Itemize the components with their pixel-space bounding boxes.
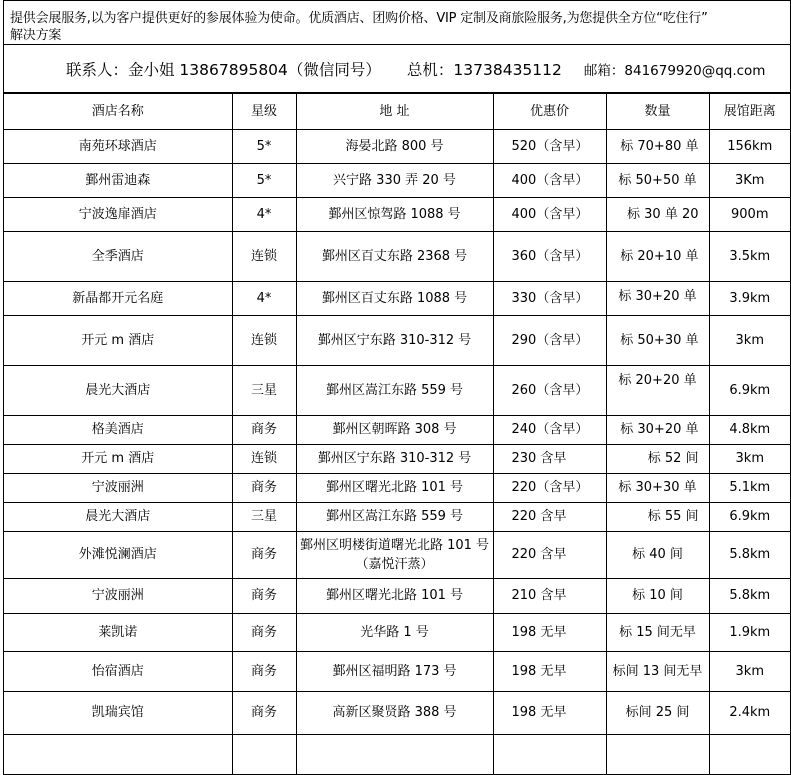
distance-cell: 156km — [709, 130, 790, 164]
address-cell: 鄞州区朝晖路 308 号 — [296, 416, 493, 445]
address-cell: 鄞州区曙光北路 101 号 — [296, 474, 493, 503]
distance-cell: 5.8km — [709, 532, 790, 579]
distance-cell: 5.8km — [709, 579, 790, 614]
table-row — [4, 232, 790, 282]
hotel-name-cell: 怡宿酒店 — [4, 652, 232, 692]
quantity-cell — [606, 735, 709, 775]
quantity-cell: 标 20+10 单 — [606, 232, 709, 282]
star-cell: 连锁 — [232, 232, 296, 282]
address-cell: 高新区聚贤路 388 号 — [296, 692, 493, 735]
table-row — [4, 366, 790, 416]
star-cell: 4* — [232, 282, 296, 316]
hotel-name-cell: 宁波丽洲 — [4, 474, 232, 503]
hotel-table — [4, 93, 790, 775]
price-cell: 520（含早） — [493, 130, 606, 164]
table-row — [4, 652, 790, 692]
contact-bar — [4, 45, 790, 93]
address-cell: 鄞州区曙光北路 101 号 — [296, 579, 493, 614]
star-cell: 连锁 — [232, 445, 296, 474]
distance-cell: 3.5km — [709, 232, 790, 282]
table-row — [4, 416, 790, 445]
price-cell: 220 含早 — [493, 532, 606, 579]
quantity-cell: 标间 25 间 — [606, 692, 709, 735]
contact-email: 邮箱：841679920@qq.com — [583, 62, 766, 79]
price-cell — [493, 735, 606, 775]
table-row — [4, 445, 790, 474]
intro-line-1: 提供会展服务,以为客户提供更好的参展体验为使命。优质酒店、团购价格、VIP 定制及商旅险服务,为您提供全方位“吃住行” — [10, 11, 708, 26]
distance-cell — [709, 735, 790, 775]
quantity-cell: 标 30+30 单 — [606, 474, 709, 503]
table-row — [4, 614, 790, 652]
price-cell: 400（含早） — [493, 164, 606, 198]
star-cell: 5* — [232, 130, 296, 164]
quantity-cell: 标 55 间 — [606, 503, 709, 532]
column-header: 酒店名称 — [4, 94, 232, 130]
distance-cell: 5.1km — [709, 474, 790, 503]
distance-cell: 4.8km — [709, 416, 790, 445]
distance-cell: 3Km — [709, 164, 790, 198]
price-cell: 230 含早 — [493, 445, 606, 474]
table-row — [4, 692, 790, 735]
address-cell: 鄞州区嵩江东路 559 号 — [296, 366, 493, 416]
quantity-cell: 标 50+50 单 — [606, 164, 709, 198]
quantity-cell: 标 70+80 单 — [606, 130, 709, 164]
hotel-name-cell: 外滩悦澜酒店 — [4, 532, 232, 579]
quantity-cell: 标 52 间 — [606, 445, 709, 474]
table-row — [4, 532, 790, 579]
quantity-cell: 标 10 间 — [606, 579, 709, 614]
column-header: 地 址 — [296, 94, 493, 130]
hotel-name-cell: 宁波逸扉酒店 — [4, 198, 232, 232]
hotel-name-cell: 新晶都开元名庭 — [4, 282, 232, 316]
price-cell: 210 含早 — [493, 579, 606, 614]
hotel-name-cell: 晨光大酒店 — [4, 366, 232, 416]
distance-cell: 2.4km — [709, 692, 790, 735]
price-cell: 198 无早 — [493, 652, 606, 692]
table-row — [4, 198, 790, 232]
address-cell: 鄞州区宁东路 310-312 号 — [296, 316, 493, 366]
distance-cell: 6.9km — [709, 503, 790, 532]
hotel-name-cell: 开元 m 酒店 — [4, 316, 232, 366]
quantity-cell: 标 30 单 20 — [606, 198, 709, 232]
price-cell: 360（含早） — [493, 232, 606, 282]
distance-cell: 1.9km — [709, 614, 790, 652]
address-cell: 鄞州区百丈东路 2368 号 — [296, 232, 493, 282]
price-cell: 220（含早） — [493, 474, 606, 503]
distance-cell: 3km — [709, 445, 790, 474]
hotel-name-cell: 晨光大酒店 — [4, 503, 232, 532]
star-cell: 商务 — [232, 532, 296, 579]
quantity-cell: 标 30+20 单 — [606, 282, 709, 316]
distance-cell: 6.9km — [709, 366, 790, 416]
address-cell: 鄞州区宁东路 310-312 号 — [296, 445, 493, 474]
intro-paragraph — [4, 1, 790, 45]
column-header: 星级 — [232, 94, 296, 130]
price-cell: 400（含早） — [493, 198, 606, 232]
table-row — [4, 474, 790, 503]
address-cell: 海晏北路 800 号 — [296, 130, 493, 164]
address-cell: 鄞州区明楼街道曙光北路 101 号（嘉悦汗蒸） — [296, 532, 493, 579]
price-cell: 198 无早 — [493, 614, 606, 652]
star-cell: 商务 — [232, 614, 296, 652]
hotel-name-cell: 鄞州雷迪森 — [4, 164, 232, 198]
hotel-name-cell: 莱凯诺 — [4, 614, 232, 652]
quantity-cell: 标 50+30 单 — [606, 316, 709, 366]
table-row — [4, 579, 790, 614]
price-cell: 220 含早 — [493, 503, 606, 532]
hotel-name-cell: 凯瑞宾馆 — [4, 692, 232, 735]
star-cell: 三星 — [232, 503, 296, 532]
hotel-name-cell: 全季酒店 — [4, 232, 232, 282]
star-cell: 连锁 — [232, 316, 296, 366]
address-cell: 兴宁路 330 弄 20 号 — [296, 164, 493, 198]
hotel-name-cell: 格美酒店 — [4, 416, 232, 445]
contact-person: 联系人：金小姐 13867895804（微信同号） — [66, 60, 381, 79]
table-row — [4, 282, 790, 316]
star-cell — [232, 735, 296, 775]
quantity-cell: 标 30+20 单 — [606, 416, 709, 445]
table-row — [4, 316, 790, 366]
price-cell: 330（含早） — [493, 282, 606, 316]
star-cell: 商务 — [232, 579, 296, 614]
quantity-cell: 标 40 间 — [606, 532, 709, 579]
column-header: 数量 — [606, 94, 709, 130]
hotel-name-cell: 南苑环球酒店 — [4, 130, 232, 164]
address-cell — [296, 735, 493, 775]
distance-cell: 900m — [709, 198, 790, 232]
address-cell: 鄞州区惊驾路 1088 号 — [296, 198, 493, 232]
contact-switchboard: 总机：13738435112 — [406, 60, 562, 79]
star-cell: 商务 — [232, 692, 296, 735]
table-header-row — [4, 94, 790, 130]
address-cell: 鄞州区福明路 173 号 — [296, 652, 493, 692]
distance-cell: 3.9km — [709, 282, 790, 316]
star-cell: 商务 — [232, 652, 296, 692]
table-row — [4, 130, 790, 164]
hotel-name-cell — [4, 735, 232, 775]
star-cell: 三星 — [232, 366, 296, 416]
hotel-name-cell: 宁波丽洲 — [4, 579, 232, 614]
address-cell: 鄞州区百丈东路 1088 号 — [296, 282, 493, 316]
star-cell: 4* — [232, 198, 296, 232]
price-cell: 290（含早） — [493, 316, 606, 366]
address-cell: 鄞州区嵩江东路 559 号 — [296, 503, 493, 532]
column-header: 展馆距离 — [709, 94, 790, 130]
hotel-document — [3, 0, 791, 775]
star-cell: 商务 — [232, 416, 296, 445]
table-row — [4, 503, 790, 532]
address-cell: 光华路 1 号 — [296, 614, 493, 652]
star-cell: 商务 — [232, 474, 296, 503]
table-row — [4, 735, 790, 775]
price-cell: 260（含早） — [493, 366, 606, 416]
distance-cell: 3km — [709, 316, 790, 366]
column-header: 优惠价 — [493, 94, 606, 130]
table-row — [4, 164, 790, 198]
price-cell: 240（含早） — [493, 416, 606, 445]
quantity-cell: 标 20+20 单 — [606, 366, 709, 416]
hotel-name-cell: 开元 m 酒店 — [4, 445, 232, 474]
distance-cell: 3km — [709, 652, 790, 692]
star-cell: 5* — [232, 164, 296, 198]
intro-line-2: 解决方案 — [10, 28, 62, 43]
price-cell: 198 无早 — [493, 692, 606, 735]
quantity-cell: 标 15 间无早 — [606, 614, 709, 652]
quantity-cell: 标间 13 间无早 — [606, 652, 709, 692]
